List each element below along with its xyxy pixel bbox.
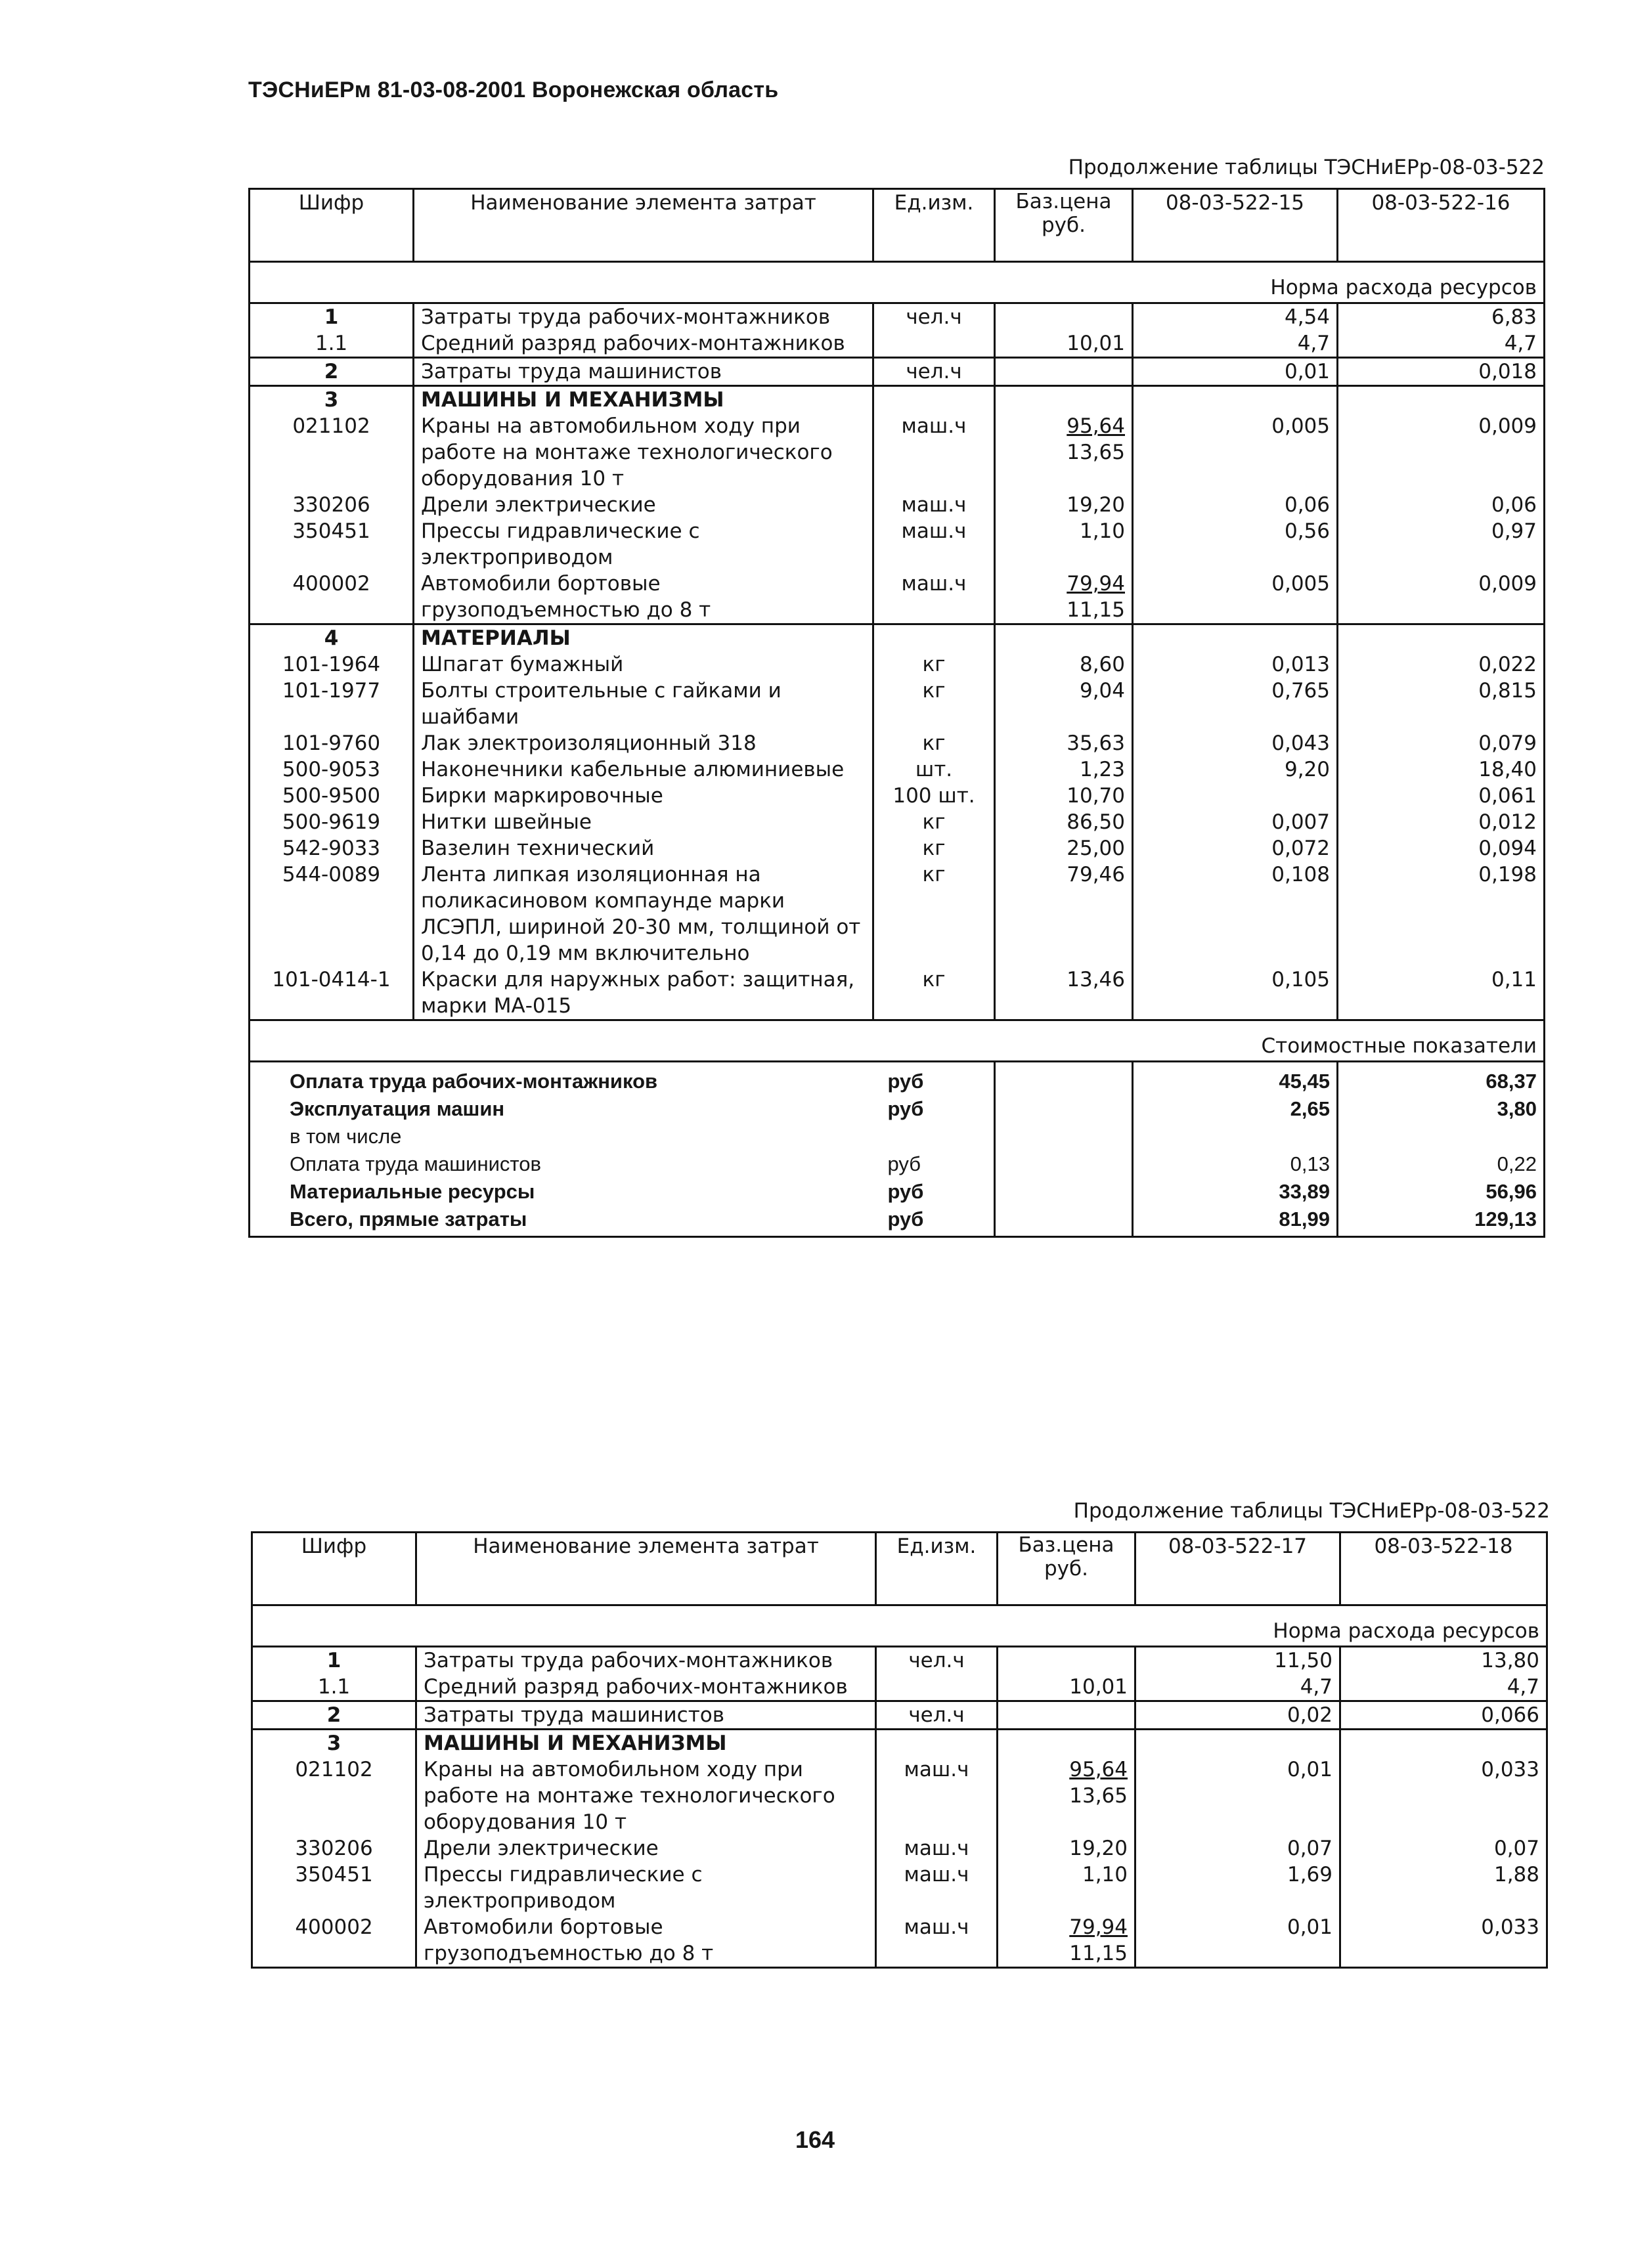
resource-name: Вазелин технический <box>414 835 873 861</box>
column-header: 08-03-522-15 <box>1133 189 1338 262</box>
resource-unit: кг <box>873 678 995 730</box>
cost-label: Эксплуатация машин <box>250 1095 873 1123</box>
norm-value: 0,009 <box>1338 413 1545 492</box>
resource-code: 330206 <box>250 492 414 518</box>
resource-unit: маш.ч <box>873 518 995 571</box>
base-price-value: 86,50 <box>1067 810 1125 834</box>
operator-wage-value: 11,15 <box>1067 598 1125 622</box>
table-row <box>252 1835 1547 1862</box>
norm-value <box>1135 1730 1340 1757</box>
base-price <box>995 730 1133 756</box>
norm-value: 0,198 <box>1338 861 1545 967</box>
resource-name: Краны на автомобильном ходу при работе на монтаже технологического оборудования 10 т <box>414 413 873 492</box>
cost-label: Материальные ресурсы <box>250 1178 873 1206</box>
norm-value: 0,009 <box>1338 571 1545 624</box>
base-price-value: 95,64 <box>1067 414 1125 438</box>
resource-name: Дрели электрические <box>416 1835 876 1862</box>
cost-value: 33,89 <box>1133 1178 1338 1206</box>
resource-code: 3 <box>252 1730 416 1757</box>
resource-name: Автомобили бортовые грузоподъемностью до 8 т <box>416 1914 876 1968</box>
cost-value: 56,96 <box>1338 1178 1545 1206</box>
norm-value: 6,83 <box>1338 303 1545 331</box>
resource-norm-table-1 <box>248 188 1545 1238</box>
spacer <box>995 1178 1133 1206</box>
column-header: Баз.цена руб. <box>998 1533 1135 1605</box>
norm-value: 0,11 <box>1338 967 1545 1020</box>
norm-value: 4,7 <box>1338 330 1545 358</box>
column-header: 08-03-522-16 <box>1338 189 1545 262</box>
norm-value: 0,07 <box>1135 1835 1340 1862</box>
table-row <box>252 1730 1547 1757</box>
base-price <box>995 783 1133 809</box>
base-price-value: 79,94 <box>1067 572 1125 596</box>
table-header <box>250 189 1545 262</box>
cost-label: Всего, прямые затраты <box>250 1206 873 1237</box>
resource-name: Лента липкая изоляционная на поликасиновом компаунде марки ЛСЭПЛ, шириной 20-30 мм, толщиной от 0,14 до 0,19 мм включительно <box>414 861 873 967</box>
norm-subheader <box>250 262 1545 303</box>
resource-unit <box>873 386 995 414</box>
cost-value <box>1338 1123 1545 1150</box>
base-price-value: 79,94 <box>1069 1915 1128 1939</box>
page-number: 164 <box>795 2126 835 2153</box>
resource-unit: чел.ч <box>876 1647 998 1674</box>
table-row <box>250 386 1545 414</box>
table-row <box>250 809 1545 835</box>
resource-unit <box>873 330 995 358</box>
norm-value: 4,7 <box>1340 1674 1547 1701</box>
resource-code: 101-1964 <box>250 651 414 678</box>
norm-value: 0,01 <box>1133 358 1338 386</box>
cost-value: 0,13 <box>1133 1150 1338 1178</box>
cost-value: 129,13 <box>1338 1206 1545 1237</box>
resource-unit: чел.ч <box>873 358 995 386</box>
table-row <box>250 303 1545 331</box>
base-price-value: 10,01 <box>1067 332 1125 355</box>
base-price-value: 1,10 <box>1082 1863 1128 1886</box>
resource-name: Затраты труда рабочих-монтажников <box>414 303 873 331</box>
norm-value: 0,07 <box>1340 1835 1547 1862</box>
base-price <box>995 386 1133 414</box>
resource-name: МАТЕРИАЛЫ <box>414 624 873 652</box>
resource-name: Наконечники кабельные алюминиевые <box>414 756 873 783</box>
resource-code: 500-9619 <box>250 809 414 835</box>
resource-unit: кг <box>873 809 995 835</box>
base-price <box>998 1756 1135 1835</box>
norm-value: 0,094 <box>1338 835 1545 861</box>
resource-code: 500-9053 <box>250 756 414 783</box>
resource-code: 544-0089 <box>250 861 414 967</box>
resource-code: 021102 <box>250 413 414 492</box>
resource-name: МАШИНЫ И МЕХАНИЗМЫ <box>416 1730 876 1757</box>
resource-unit: кг <box>873 835 995 861</box>
norm-value: 4,7 <box>1133 330 1338 358</box>
table-row <box>252 1914 1547 1968</box>
norm-value <box>1338 386 1545 414</box>
table-body <box>252 1647 1547 1968</box>
resource-name: Краны на автомобильном ходу при работе на монтаже технологического оборудования 10 т <box>416 1756 876 1835</box>
norm-value: 0,765 <box>1133 678 1338 730</box>
resource-unit: маш.ч <box>876 1756 998 1835</box>
resource-name: Нитки швейные <box>414 809 873 835</box>
base-price <box>998 1647 1135 1674</box>
resource-code: 3 <box>250 386 414 414</box>
base-price <box>995 330 1133 358</box>
table-row <box>252 1647 1547 1674</box>
norm-value: 18,40 <box>1338 756 1545 783</box>
table-row <box>250 651 1545 678</box>
column-header: Баз.цена руб. <box>995 189 1133 262</box>
norm-value: 0,013 <box>1133 651 1338 678</box>
cost-unit: руб <box>873 1150 995 1178</box>
operator-wage-value: 13,65 <box>1069 1784 1128 1808</box>
cost-row <box>250 1150 1545 1178</box>
resource-code: 021102 <box>252 1756 416 1835</box>
resource-name: Затраты труда машинистов <box>414 358 873 386</box>
resource-unit <box>876 1674 998 1701</box>
base-price-value: 13,46 <box>1067 968 1125 992</box>
base-price-value: 10,01 <box>1069 1675 1128 1699</box>
cost-row <box>250 1062 1545 1096</box>
base-price <box>995 967 1133 1020</box>
resource-unit: маш.ч <box>873 413 995 492</box>
resource-name: Средний разряд рабочих-монтажников <box>414 330 873 358</box>
resource-code: 2 <box>250 358 414 386</box>
norm-value <box>1133 386 1338 414</box>
table-row <box>252 1674 1547 1701</box>
resource-code: 330206 <box>252 1835 416 1862</box>
resource-code: 1 <box>250 303 414 331</box>
resource-code: 1.1 <box>252 1674 416 1701</box>
norm-subheader <box>252 1605 1547 1647</box>
resource-name: МАШИНЫ И МЕХАНИЗМЫ <box>414 386 873 414</box>
norm-value: 0,01 <box>1135 1914 1340 1968</box>
base-price <box>998 1701 1135 1730</box>
table-header <box>252 1533 1547 1605</box>
resource-code: 400002 <box>252 1914 416 1968</box>
norm-value: 0,043 <box>1133 730 1338 756</box>
resource-code: 400002 <box>250 571 414 624</box>
cost-subheader <box>250 1020 1545 1062</box>
resource-code: 1 <box>252 1647 416 1674</box>
resource-unit: чел.ч <box>876 1701 998 1730</box>
column-header: Ед.изм. <box>873 189 995 262</box>
table-row <box>250 571 1545 624</box>
resource-unit: кг <box>873 730 995 756</box>
norm-value: 1,69 <box>1135 1862 1340 1914</box>
resource-unit: кг <box>873 967 995 1020</box>
cost-unit: руб <box>873 1095 995 1123</box>
norm-value: 0,061 <box>1338 783 1545 809</box>
norm-value: 0,018 <box>1338 358 1545 386</box>
resource-unit: маш.ч <box>876 1914 998 1968</box>
resource-code: 2 <box>252 1701 416 1730</box>
norm-value: 0,56 <box>1133 518 1338 571</box>
table-row <box>250 730 1545 756</box>
resource-unit: маш.ч <box>876 1835 998 1862</box>
norm-value: 1,88 <box>1340 1862 1547 1914</box>
resource-unit: шт. <box>873 756 995 783</box>
norm-value: 0,06 <box>1338 492 1545 518</box>
base-price-value: 19,20 <box>1067 493 1125 517</box>
norm-value: 4,7 <box>1135 1674 1340 1701</box>
resource-name: Затраты труда машинистов <box>416 1701 876 1730</box>
cost-value: 2,65 <box>1133 1095 1338 1123</box>
norm-value: 0,033 <box>1340 1914 1547 1968</box>
cost-row <box>250 1095 1545 1123</box>
resource-unit: кг <box>873 861 995 967</box>
norm-value: 0,072 <box>1133 835 1338 861</box>
column-header: 08-03-522-17 <box>1135 1533 1340 1605</box>
base-price <box>995 756 1133 783</box>
cost-row <box>250 1206 1545 1237</box>
base-price <box>995 518 1133 571</box>
norm-label: Норма расхода ресурсов <box>250 262 1545 303</box>
table-row <box>250 861 1545 967</box>
base-price-value: 8,60 <box>1079 653 1125 676</box>
resource-unit <box>876 1730 998 1757</box>
spacer <box>995 1095 1133 1123</box>
column-header: Шифр <box>252 1533 416 1605</box>
resource-code: 350451 <box>250 518 414 571</box>
spacer <box>995 1150 1133 1178</box>
norm-value <box>1133 783 1338 809</box>
resource-name: Автомобили бортовые грузоподъемностью до 8 т <box>414 571 873 624</box>
table-row <box>250 756 1545 783</box>
norm-value: 0,108 <box>1133 861 1338 967</box>
table-row <box>250 624 1545 652</box>
resource-unit: маш.ч <box>876 1862 998 1914</box>
resource-name: Дрели электрические <box>414 492 873 518</box>
base-price-value: 1,23 <box>1079 758 1125 781</box>
norm-value: 0,815 <box>1338 678 1545 730</box>
norm-value: 0,005 <box>1133 413 1338 492</box>
base-price <box>995 651 1133 678</box>
norm-value: 0,007 <box>1133 809 1338 835</box>
cost-value: 0,22 <box>1338 1150 1545 1178</box>
norm-value: 0,105 <box>1133 967 1338 1020</box>
cost-label: Оплата труда рабочих-монтажников <box>250 1062 873 1096</box>
table-row <box>252 1701 1547 1730</box>
table-row <box>250 413 1545 492</box>
norm-value: 9,20 <box>1133 756 1338 783</box>
table-caption: Продолжение таблицы ТЭСНиЕРр-08-03-522 <box>1073 1499 1550 1523</box>
resource-name: Болты строительные с гайками и шайбами <box>414 678 873 730</box>
table-row <box>250 492 1545 518</box>
resource-name: Шпагат бумажный <box>414 651 873 678</box>
table-row <box>250 358 1545 386</box>
cost-label: в том числе <box>250 1123 873 1150</box>
base-price <box>998 1862 1135 1914</box>
column-header: 08-03-522-18 <box>1340 1533 1547 1605</box>
norm-value: 0,066 <box>1340 1701 1547 1730</box>
resource-code: 542-9033 <box>250 835 414 861</box>
norm-value: 4,54 <box>1133 303 1338 331</box>
resource-name: Лак электроизоляционный 318 <box>414 730 873 756</box>
operator-wage-value: 11,15 <box>1069 1942 1128 1965</box>
base-price-value: 10,70 <box>1067 784 1125 808</box>
norm-value: 0,079 <box>1338 730 1545 756</box>
norm-value <box>1338 624 1545 652</box>
base-price <box>995 571 1133 624</box>
table-row <box>250 783 1545 809</box>
norm-value: 13,80 <box>1340 1647 1547 1674</box>
resource-unit: чел.ч <box>873 303 995 331</box>
norm-value <box>1133 624 1338 652</box>
table-body <box>250 303 1545 1020</box>
spacer <box>995 1062 1133 1096</box>
table-caption: Продолжение таблицы ТЭСНиЕРр-08-03-522 <box>1068 156 1545 179</box>
column-header: Наименование элемента затрат <box>414 189 873 262</box>
norm-value: 0,97 <box>1338 518 1545 571</box>
resource-norm-table-2 <box>251 1531 1548 1969</box>
base-price <box>998 1914 1135 1968</box>
norm-value: 0,01 <box>1135 1756 1340 1835</box>
resource-name: Прессы гидравлические с электроприводом <box>414 518 873 571</box>
base-price-value: 9,04 <box>1079 679 1125 703</box>
cost-value: 3,80 <box>1338 1095 1545 1123</box>
table-row <box>252 1756 1547 1835</box>
resource-unit: маш.ч <box>873 492 995 518</box>
column-header: Наименование элемента затрат <box>416 1533 876 1605</box>
resource-code: 101-9760 <box>250 730 414 756</box>
cost-label: Оплата труда машинистов <box>250 1150 873 1178</box>
column-header: Шифр <box>250 189 414 262</box>
resource-code: 4 <box>250 624 414 652</box>
norm-value: 0,033 <box>1340 1756 1547 1835</box>
cost-value: 68,37 <box>1338 1062 1545 1096</box>
norm-label: Норма расхода ресурсов <box>252 1605 1547 1647</box>
cost-row <box>250 1123 1545 1150</box>
norm-value: 0,005 <box>1133 571 1338 624</box>
resource-name: Прессы гидравлические с электроприводом <box>416 1862 876 1914</box>
base-price-value: 19,20 <box>1069 1837 1128 1860</box>
norm-value: 0,022 <box>1338 651 1545 678</box>
resource-code: 1.1 <box>250 330 414 358</box>
cost-unit: руб <box>873 1206 995 1237</box>
base-price <box>998 1674 1135 1701</box>
base-price <box>995 678 1133 730</box>
resource-name: Затраты труда рабочих-монтажников <box>416 1647 876 1674</box>
norm-value: 0,06 <box>1133 492 1338 518</box>
cost-unit: руб <box>873 1062 995 1096</box>
base-price-value: 35,63 <box>1067 731 1125 755</box>
document-title: ТЭСНиЕРм 81-03-08-2001 Воронежская область <box>248 77 779 102</box>
resource-code: 500-9500 <box>250 783 414 809</box>
base-price <box>995 492 1133 518</box>
resource-name: Средний разряд рабочих-монтажников <box>416 1674 876 1701</box>
resource-name: Краски для наружных работ: защитная, марки МА-015 <box>414 967 873 1020</box>
table-row <box>250 678 1545 730</box>
resource-code: 350451 <box>252 1862 416 1914</box>
base-price <box>995 835 1133 861</box>
resource-name: Бирки маркировочные <box>414 783 873 809</box>
cost-value: 45,45 <box>1133 1062 1338 1096</box>
base-price <box>998 1730 1135 1757</box>
operator-wage-value: 13,65 <box>1067 441 1125 464</box>
cost-row <box>250 1178 1545 1206</box>
base-price <box>995 413 1133 492</box>
resource-unit: кг <box>873 651 995 678</box>
spacer <box>995 1206 1133 1237</box>
resource-code: 101-1977 <box>250 678 414 730</box>
base-price-value: 95,64 <box>1069 1758 1128 1781</box>
base-price <box>998 1835 1135 1862</box>
base-price <box>995 358 1133 386</box>
resource-code: 101-0414-1 <box>250 967 414 1020</box>
cost-body <box>250 1062 1545 1237</box>
table-row <box>250 518 1545 571</box>
base-price <box>995 303 1133 331</box>
base-price <box>995 624 1133 652</box>
norm-value <box>1340 1730 1547 1757</box>
table-row <box>250 330 1545 358</box>
table-row <box>250 835 1545 861</box>
norm-value: 0,012 <box>1338 809 1545 835</box>
cost-value <box>1133 1123 1338 1150</box>
table-row <box>252 1862 1547 1914</box>
cost-unit <box>873 1123 995 1150</box>
base-price-value: 1,10 <box>1079 519 1125 543</box>
cost-label: Стоимостные показатели <box>250 1020 1545 1062</box>
base-price <box>995 809 1133 835</box>
spacer <box>995 1123 1133 1150</box>
table-row <box>250 967 1545 1020</box>
base-price <box>995 861 1133 967</box>
cost-unit: руб <box>873 1178 995 1206</box>
base-price-value: 25,00 <box>1067 837 1125 860</box>
resource-unit: 100 шт. <box>873 783 995 809</box>
column-header: Ед.изм. <box>876 1533 998 1605</box>
resource-unit <box>873 624 995 652</box>
base-price-value: 79,46 <box>1067 863 1125 886</box>
cost-value: 81,99 <box>1133 1206 1338 1237</box>
resource-unit: маш.ч <box>873 571 995 624</box>
norm-value: 0,02 <box>1135 1701 1340 1730</box>
norm-value: 11,50 <box>1135 1647 1340 1674</box>
